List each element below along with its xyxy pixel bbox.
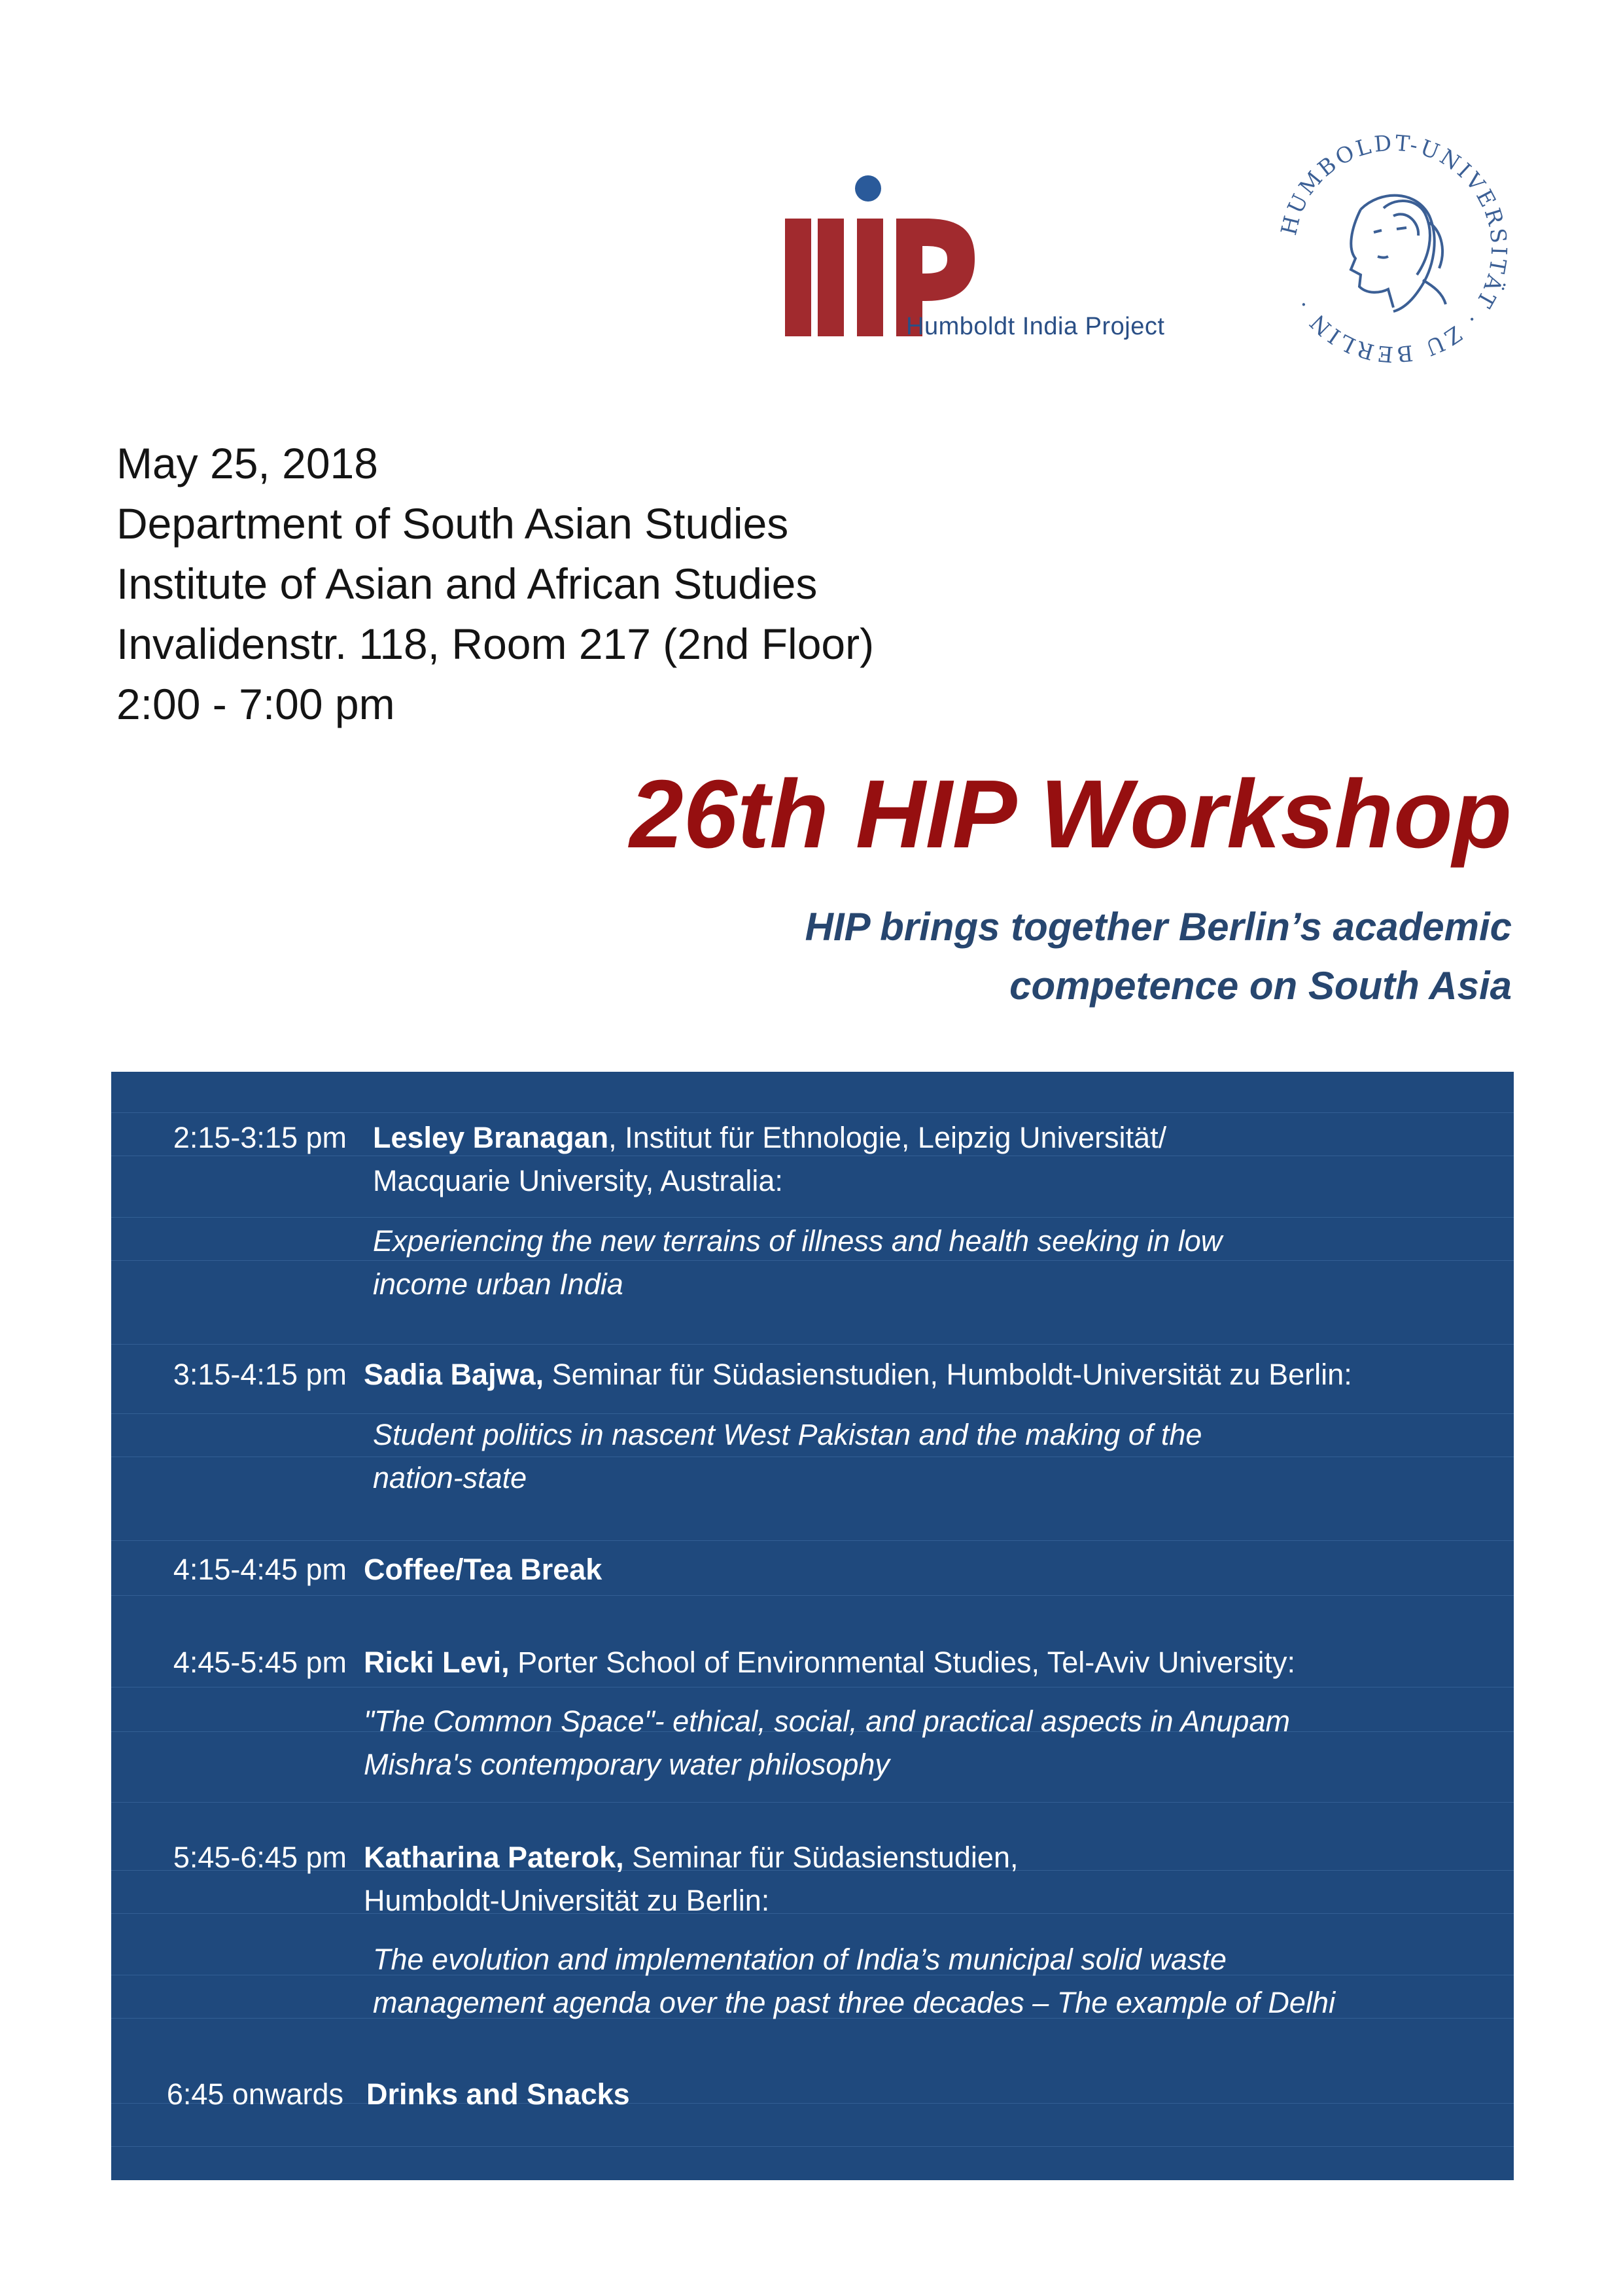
break-time: 4:15-4:45 pm	[173, 1553, 347, 1586]
session-4-name: Katharina Paterok,	[364, 1841, 624, 1874]
event-time: 2:00 - 7:00 pm	[116, 680, 395, 728]
session-4-time: 5:45-6:45 pm	[173, 1841, 347, 1874]
session-2-speaker	[364, 1353, 1352, 1396]
workshop-title: 26th HIP Workshop	[629, 760, 1512, 868]
session-4-talk-line-2: management agenda over the past three decades – The example of Delhi	[373, 1986, 1335, 2019]
event-department: Department of South Asian Studies	[116, 499, 789, 548]
session-3-speaker	[364, 1641, 1295, 1684]
session-1-name: Lesley Branagan	[373, 1121, 609, 1154]
seal-portrait-icon	[1351, 196, 1446, 311]
session-1-time: 2:15-3:15 pm	[173, 1121, 347, 1154]
session-2-talk-line-2: nation-state	[373, 1461, 527, 1494]
drinks-name: Drinks and Snacks	[366, 2077, 630, 2111]
session-3-name: Ricki Levi,	[364, 1646, 510, 1679]
subtitle-line-1: HIP brings together Berlin’s academic	[805, 905, 1512, 949]
session-1-talk-line-2: income urban India	[373, 1267, 623, 1301]
subtitle-line-2: competence on South Asia	[1009, 964, 1512, 1008]
seal-lettering: HUMBOLDT-UNIVERSITÄT · ZU BERLIN ·	[1276, 130, 1512, 368]
hip-logo	[785, 175, 1210, 352]
event-address: Invalidenstr. 118, Room 217 (2nd Floor)	[116, 620, 875, 668]
session-2-time: 3:15-4:15 pm	[173, 1358, 347, 1391]
session-4-speaker	[364, 1836, 1018, 1879]
session-1-affiliation: , Institut für Ethnologie, Leipzig Universität/	[608, 1121, 1167, 1154]
break-label	[364, 1548, 602, 1591]
workshop-subtitle	[596, 898, 1512, 1016]
session-4-affiliation: Seminar für Südasienstudien,	[623, 1841, 1019, 1874]
event-institute: Institute of Asian and African Studies	[116, 559, 818, 608]
session-4-talk-line-1: The evolution and implementation of India’s municipal solid waste	[373, 1943, 1227, 1976]
event-info	[116, 433, 874, 734]
hip-logo-text: Humboldt India Project	[906, 313, 1165, 340]
session-4-affiliation-2: Humboldt-Universität zu Berlin:	[364, 1884, 770, 1917]
session-3-time: 4:45-5:45 pm	[173, 1646, 347, 1679]
drinks-label	[366, 2073, 630, 2116]
session-2-name: Sadia Bajwa,	[364, 1358, 544, 1391]
session-2-affiliation: Seminar für Südasienstudien, Humboldt-Universität zu Berlin:	[544, 1358, 1352, 1391]
session-3-affiliation: Porter School of Environmental Studies, Tel-Aviv University:	[509, 1646, 1295, 1679]
session-2-talk-line-1: Student politics in nascent West Pakistan and the making of the	[373, 1418, 1202, 1451]
event-date: May 25, 2018	[116, 439, 378, 487]
session-3-talk-line-2: Mishra's contemporary water philosophy	[364, 1748, 890, 1781]
session-1-affiliation-2: Macquarie University, Australia:	[373, 1164, 783, 1197]
schedule-panel	[111, 1072, 1514, 2180]
session-1-speaker	[373, 1116, 1166, 1159]
drinks-time: 6:45 onwards	[166, 2077, 343, 2111]
session-3-talk-line-1: "The Common Space"- ethical, social, and practical aspects in Anupam	[364, 1704, 1290, 1738]
break-name: Coffee/Tea Break	[364, 1553, 602, 1586]
session-1-talk-line-1: Experiencing the new terrains of illness and health seeking in low	[373, 1224, 1223, 1258]
humboldt-university-seal	[1263, 118, 1524, 380]
